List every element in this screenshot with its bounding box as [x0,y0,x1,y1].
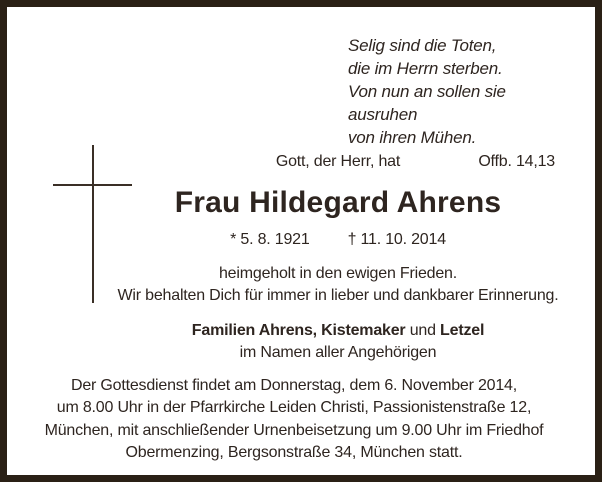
family-names-bold-1: Familien Ahrens, Kistemaker [191,322,406,339]
service-line: um 8.00 Uhr in der Pfarrkirche Leiden Christi, Passionistenstraße 12, [56,399,532,417]
life-dates [81,231,595,249]
family-signature [81,320,595,364]
death-date: † 11. 10. 2014 [347,231,446,248]
deceased-name: Frau Hildegard Ahrens [174,186,502,219]
epigraph-line: die im Herrn sterben. [348,59,503,78]
epigraph-line: Selig sind die Toten, [348,36,497,55]
family-names-bold-2: Letzel [440,322,485,339]
remembrance-line: heimgeholt in den ewigen Frieden. [218,265,457,282]
epigraph-line: von ihren Mühen. [348,128,477,147]
service-announcement [7,375,581,465]
remembrance-text [71,263,602,307]
service-line: München, mit anschließender Urnenbeisetzung um 9.00 Uhr im Friedhof [44,421,544,439]
service-line: Der Gottesdienst findet am Donnerstag, dem 6. November 2014, [70,377,518,394]
family-connector: und [405,322,441,339]
birth-date: * 5. 8. 1921 [230,231,310,248]
remembrance-line: Wir behalten Dich für immer in lieber und dankbarer Erinnerung. [117,287,559,304]
intro-text: Gott, der Herr, hat [275,153,401,170]
family-subline: im Namen aller Angehörigen [239,344,437,361]
service-line: Obermenzing, Bergsonstraße 34, München statt. [125,444,463,462]
epigraph-line: Von nun an sollen sie ausruhen [348,82,506,124]
scripture-reference: Offb. 14,13 [478,153,555,170]
family-names [81,320,595,342]
